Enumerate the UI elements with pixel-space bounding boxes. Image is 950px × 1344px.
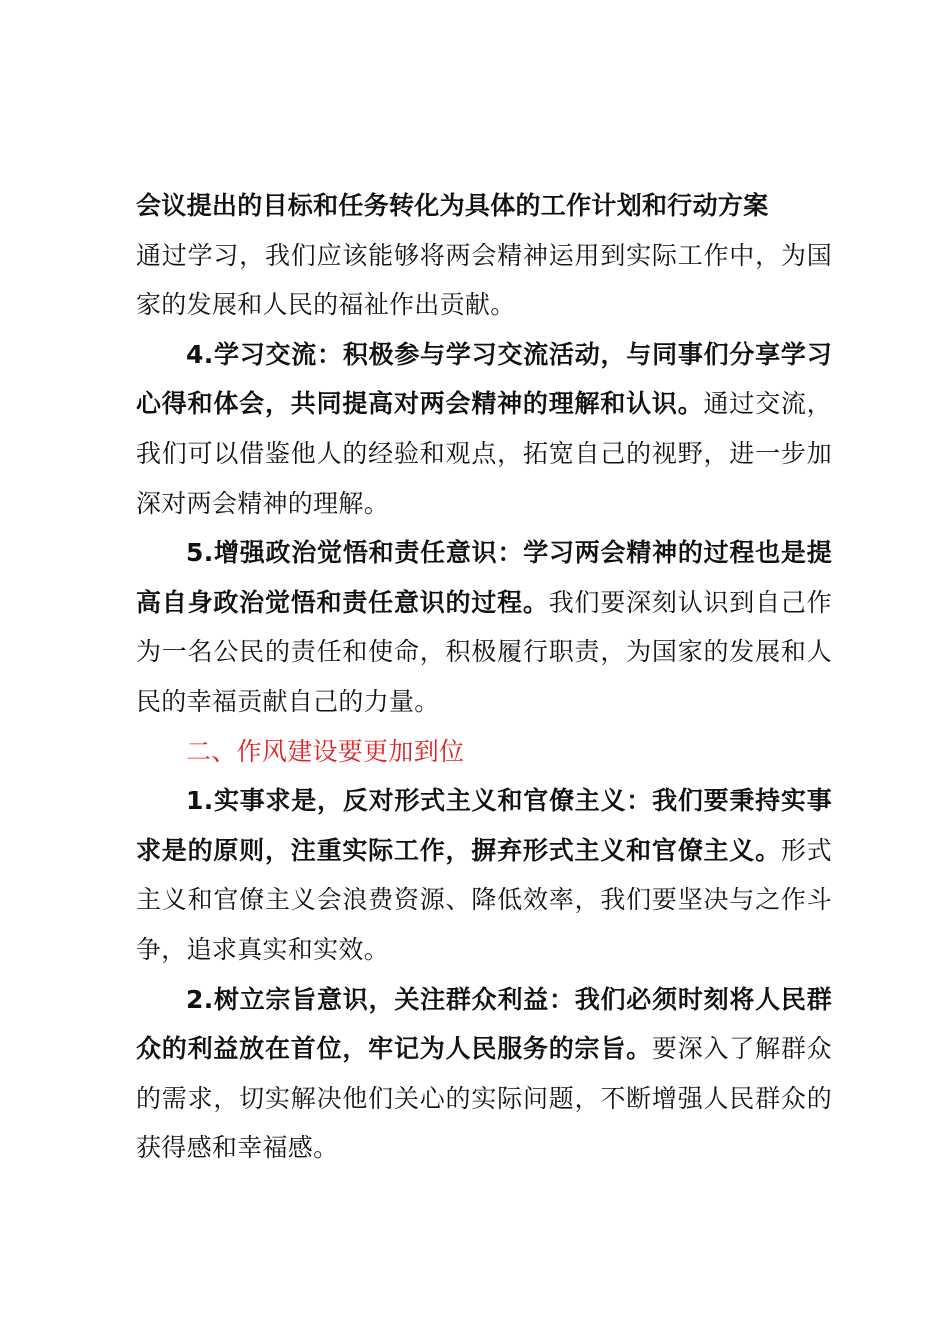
paragraph-3-text: 我们要深刻认识到自己作为一名公民的责任和使命，积极履行职责，为国家的发展和人民的幸福贡献自己的力量。: [136, 587, 832, 716]
paragraph-1-bold: 会议提出的目标和任务转化为具体的工作计划和行动方案: [136, 191, 769, 220]
document-page: [136, 181, 832, 1173]
paragraph-1-text: 通过学习，我们应该能够将两会精神运用到实际工作中，为国家的发展和人民的福祉作出贡献。: [136, 240, 832, 320]
paragraph-3: [136, 528, 832, 726]
paragraph-5-bold: 2.树立宗旨意识，关注群众利益：我们必须时刻将人民群众的利益放在首位，牢记为人民服务的宗旨。: [136, 984, 832, 1064]
paragraph-4-bold: 1.实事求是，反对形式主义和官僚主义：我们要秉持实事求是的原则，注重实际工作，摒弃形式主义和官僚主义。: [136, 786, 832, 865]
paragraph-5: [136, 975, 832, 1173]
paragraph-2: [136, 330, 832, 528]
paragraph-2-bold: 4.学习交流：积极参与学习交流活动，与同事们分享学习心得和体会，共同提高对两会精神的理解和认识。: [136, 339, 832, 419]
paragraph-5-text: 要深入了解群众的需求，切实解决他们关心的实际问题，不断增强人民群众的获得感和幸福感。: [136, 1034, 832, 1163]
section-heading-2: 二、作风建设要更加到位: [186, 736, 465, 766]
paragraph-2-text: 通过交流，我们可以借鉴他人的经验和观点，拓宽自己的视野，进一步加深对两会精神的理解。: [136, 389, 832, 518]
paragraph-4: [136, 776, 832, 974]
paragraph-1: [136, 181, 832, 330]
paragraph-4-text: 形式主义和官僚主义会浪费资源、降低效率，我们要坚决与之作斗争，追求真实和实效。: [136, 835, 832, 964]
paragraph-3-bold: 5.增强政治觉悟和责任意识：学习两会精神的过程也是提高自身政治觉悟和责任意识的过程。: [136, 538, 832, 617]
